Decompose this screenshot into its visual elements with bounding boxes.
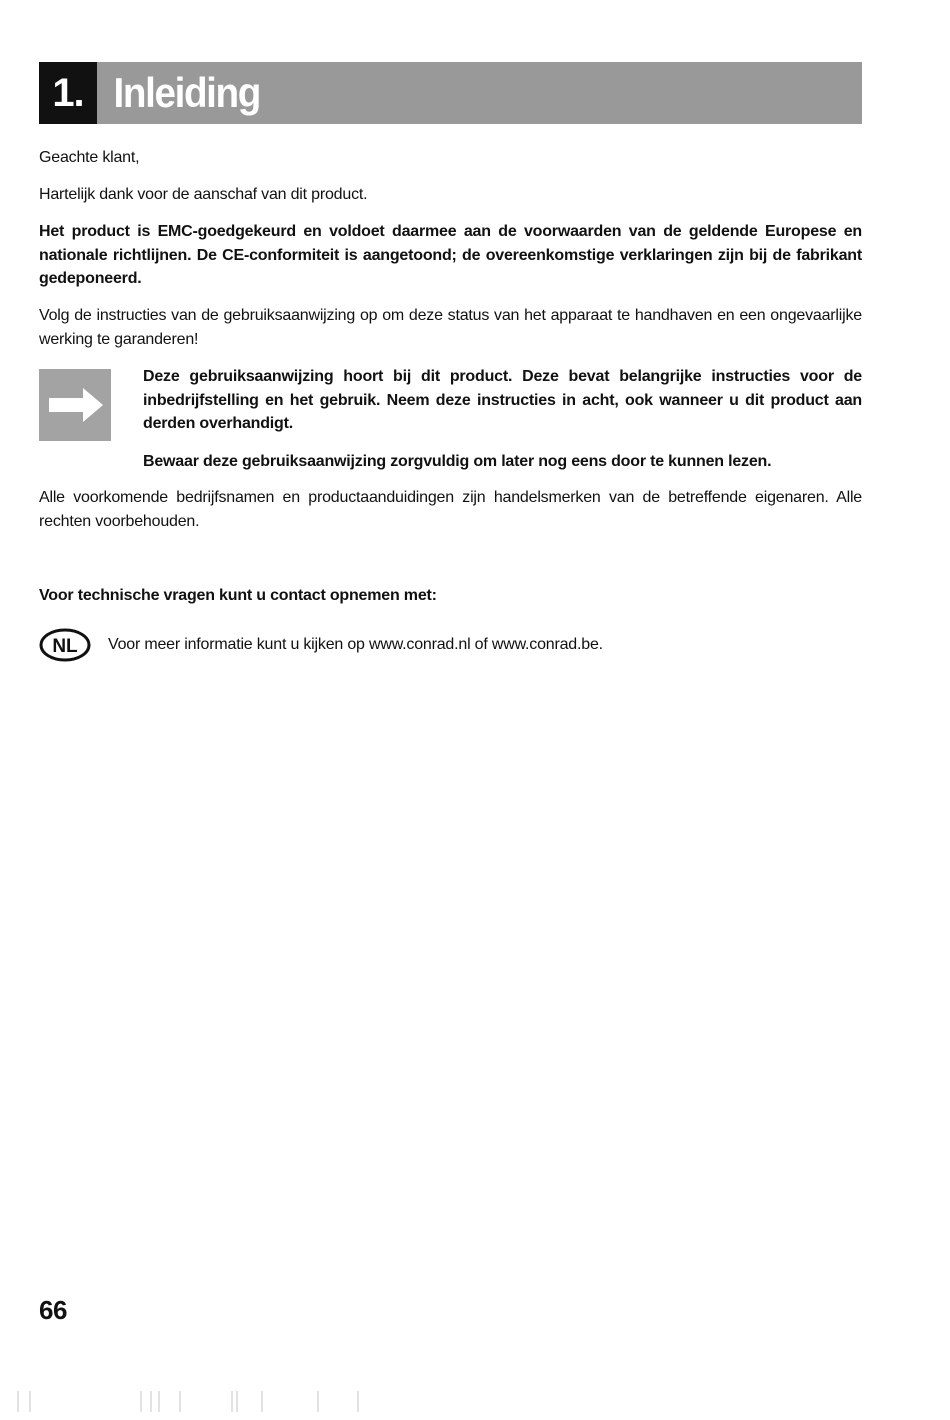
contact-info-text: Voor meer informatie kunt u kijken op www.conrad.nl of www.conrad.be. (108, 636, 603, 653)
greeting-paragraph: Geachte klant, (39, 149, 140, 166)
nl-badge-label: NL (52, 636, 78, 657)
page-number: 66 (39, 1295, 67, 1325)
emc-paragraph: Het product is EMC-goedgekeurd en voldoet daarmee aan de voorwaarden van de geldende Europese en nationale richtlijnen. De CE-conformiteit is aangetoond; de overeenkomstige verklaringen zijn bij de fabrikant gedeponeerd. (39, 223, 862, 287)
storage-note-paragraph: Bewaar deze gebruiksaanwijzing zorgvuldig om later nog eens door te kunnen lezen. (143, 453, 772, 470)
contact-heading: Voor technische vragen kunt u contact opnemen met: (39, 587, 437, 604)
thanks-paragraph: Hartelijk dank voor de aanschaf van dit product. (39, 186, 368, 203)
section-title: Inleiding (113, 69, 260, 116)
trademarks-paragraph: Alle voorkomende bedrijfsnamen en productaanduidingen zijn handelsmerken van de betreffende eigenaren. Alle rechten voorbehouden. (39, 489, 862, 530)
note-paragraph: Deze gebruiksaanwijzing hoort bij dit product. Deze bevat belangrijke instructies voor de inbedrijfstelling en het gebruik. Neem deze instructies in acht, ook wanneer u dit product aan derden overhandigt. (143, 368, 862, 432)
scan-edge-marks (0, 1388, 950, 1415)
nl-badge-icon (39, 628, 91, 662)
section-heading (39, 62, 862, 124)
arrow-right-icon (39, 369, 111, 441)
instructions-paragraph: Volg de instructies van de gebruiksaanwijzing op om deze status van het apparaat te handhaven en een ongevaarlijke werking te garanderen! (39, 307, 862, 348)
section-number: 1. (39, 62, 97, 124)
